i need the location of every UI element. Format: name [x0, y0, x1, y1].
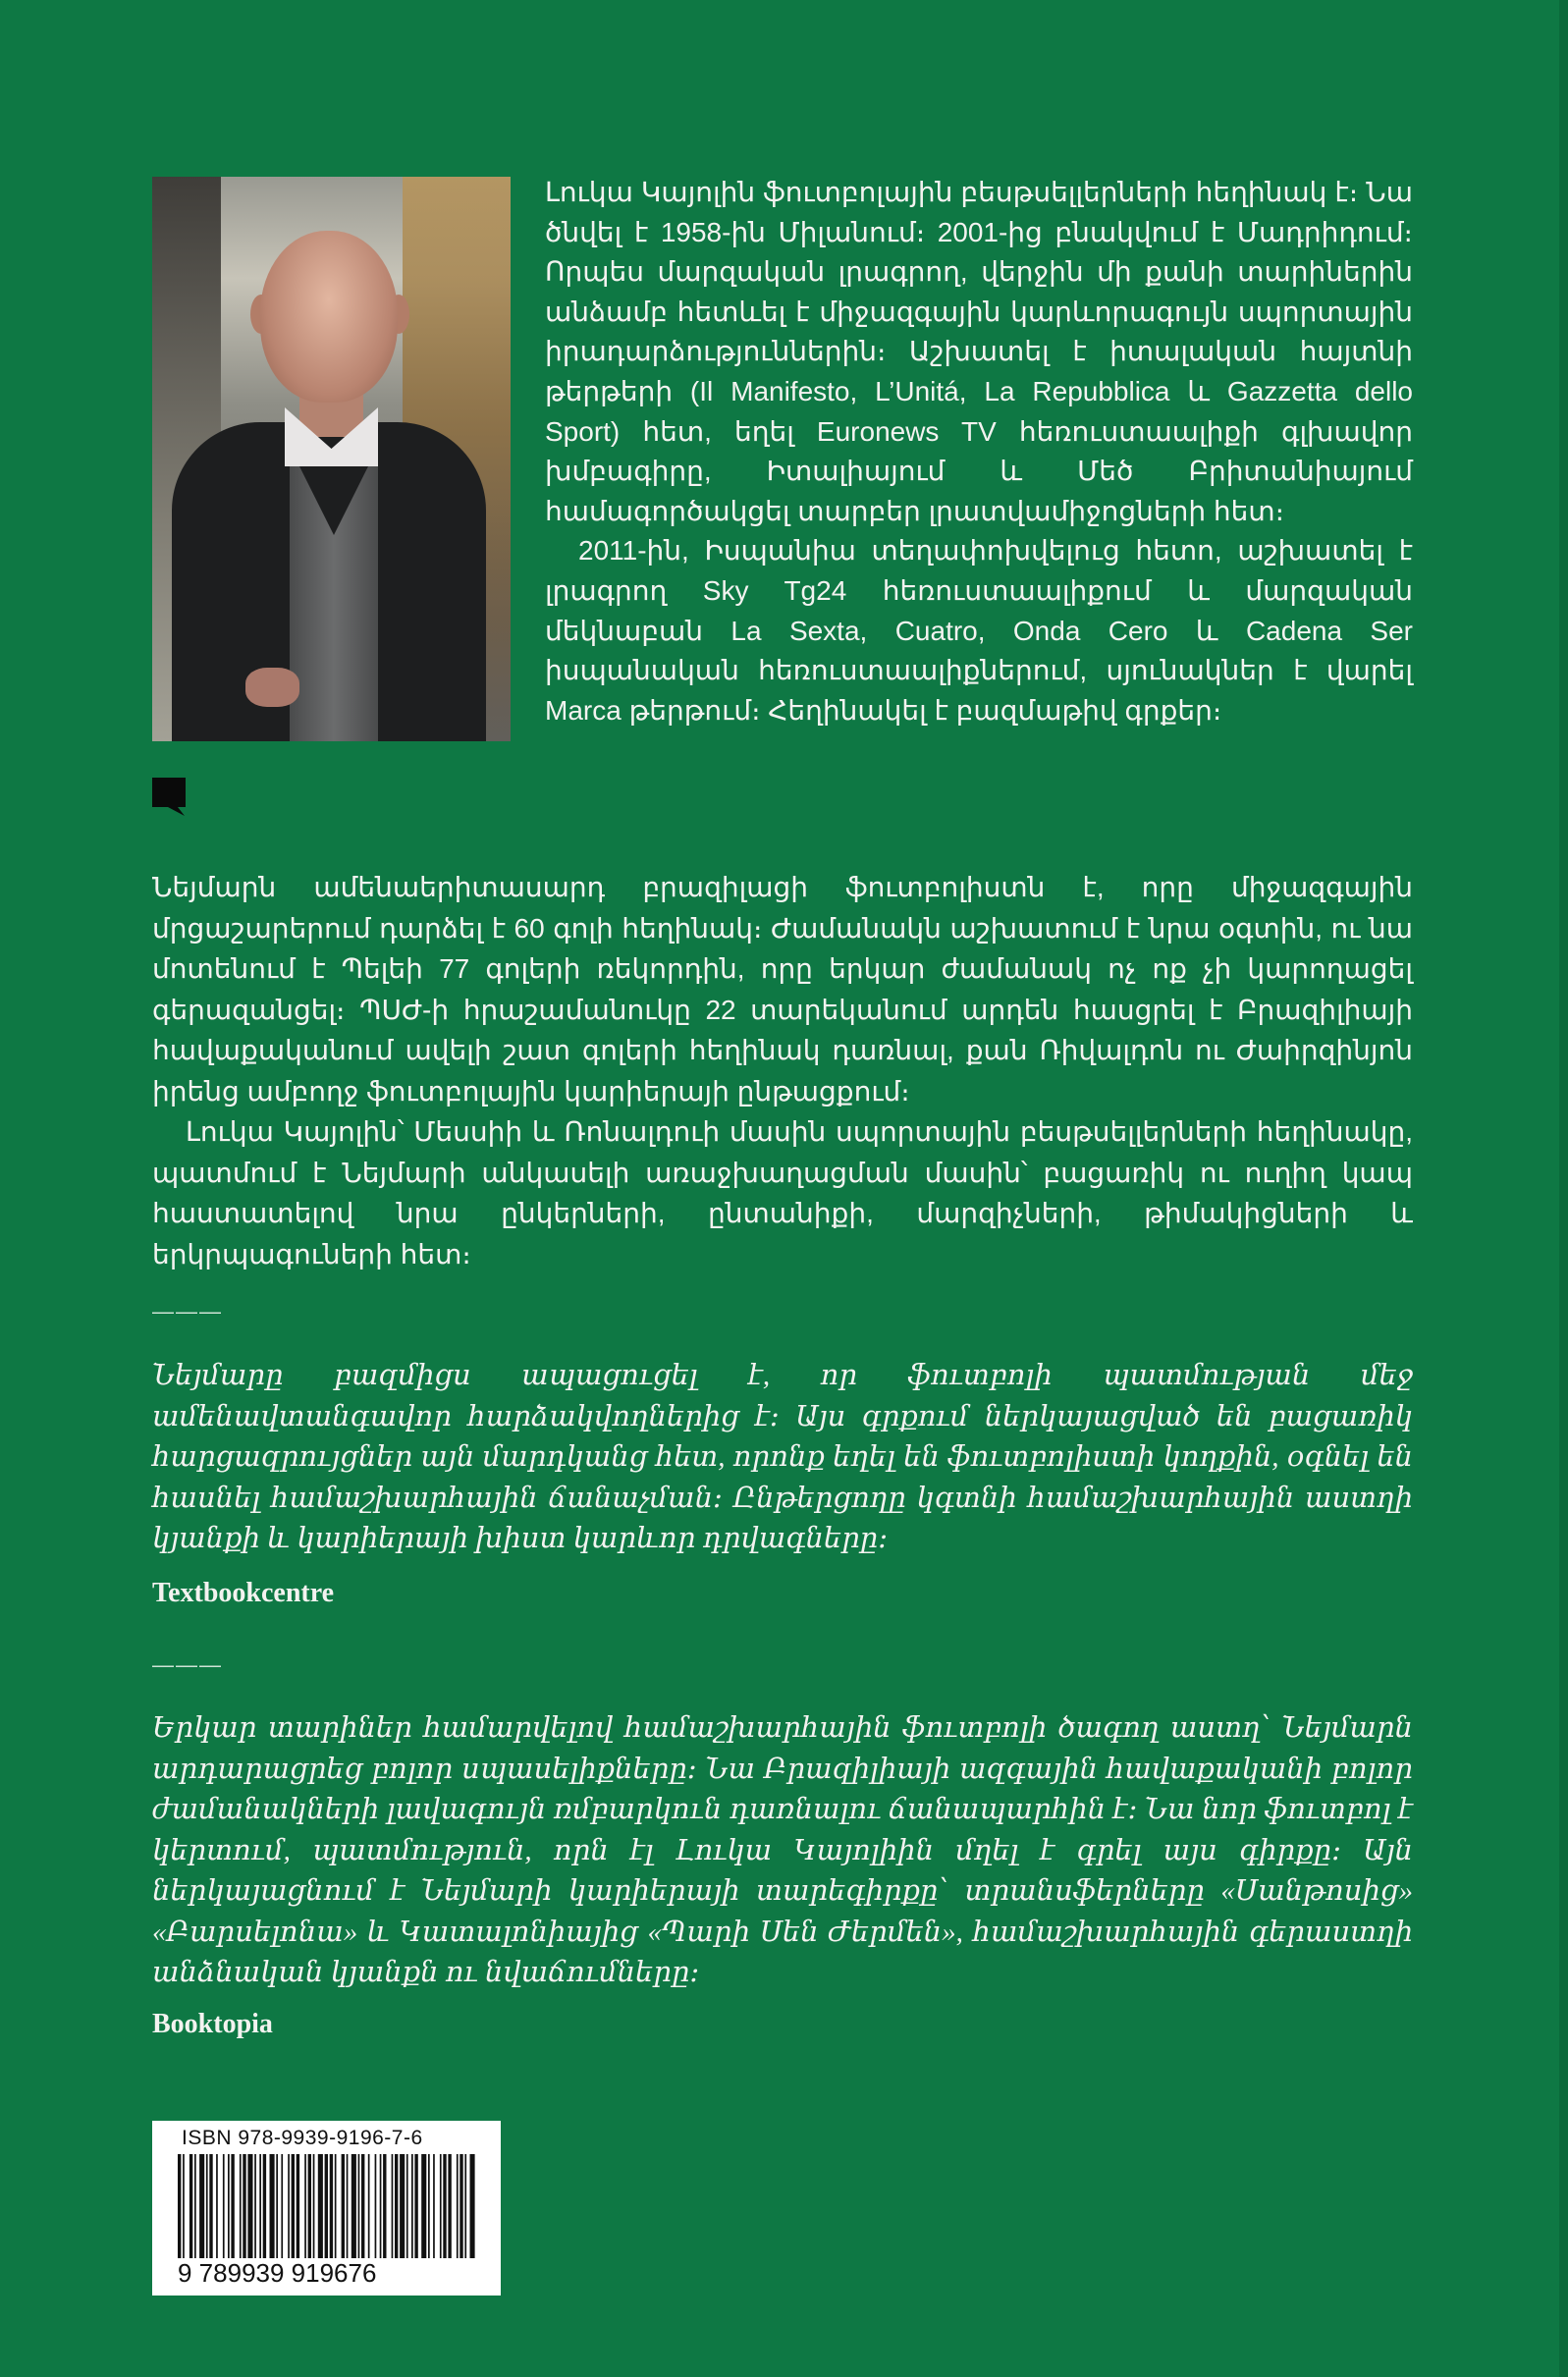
- barcode-bar: [325, 2154, 328, 2264]
- barcode-bar: [428, 2154, 430, 2264]
- barcode-bar: [206, 2154, 208, 2264]
- barcode-bar: [281, 2154, 283, 2264]
- barcode-bar: [383, 2154, 386, 2264]
- barcode-bar: [231, 2154, 234, 2264]
- barcode-bar: [183, 2154, 185, 2264]
- barcode-bar: [400, 2154, 405, 2264]
- barcode-bar: [395, 2154, 398, 2264]
- barcode-bar: [351, 2154, 356, 2264]
- book-description: [152, 867, 1413, 1274]
- barcode-bar: [216, 2154, 218, 2264]
- author-bio: [545, 173, 1413, 730]
- barcode-digits: 9 789939 919676: [176, 2258, 482, 2289]
- isbn-label: ISBN 978-9939-9196-7-6: [182, 2127, 423, 2149]
- barcode-bar: [223, 2154, 225, 2264]
- barcode-bar: [297, 2154, 299, 2264]
- barcode-bar: [443, 2154, 446, 2264]
- section-separator: ———: [152, 1299, 223, 1324]
- review-quote: Նեյմարը բազմիցս ապացուցել է, որ ֆուտբոլի պատմության մեջ ամենավտանգավոր հարձակվողներից է։ Այս գրքում ներկայացված են բացառիկ հարցազրույցներ այն մարդկանց հետ, որոնք եղել են ֆուտբոլիստի կողքին, օգնել են հասնել համաշխարհային ճանաչման։ Ընթերցողը կգտնի համաշխարհային աստղի կյանքի և կարիերայի խիստ կարևոր դրվագները։: [152, 1360, 1413, 1554]
- barcode-bar: [470, 2154, 475, 2264]
- barcode-bar: [347, 2154, 349, 2264]
- barcode-bar: [243, 2154, 245, 2264]
- barcode-bar: [228, 2154, 230, 2264]
- barcode-bar: [457, 2154, 459, 2264]
- review-source: Textbookcentre: [152, 1578, 335, 1608]
- barcode-bar: [254, 2154, 256, 2264]
- review-quote: Երկար տարիներ համարվելով համաշխարհային ֆուտբոլի ծագող աստղ՝ Նեյմարն արդարացրեց բոլոր սպասելիքները։ Նա Բրազիլիայի ազգային հավաքականի բոլոր ժամանակների լավագույն ռմբարկուն դառնալու ճանապարհին է։ Նա նոր ֆուտբոլ է կերտում, պատմություն, որն էլ Լուկա Կայոլիին մղել է գրել այս գիրքը։ Այն ներկայացնում է Նեյմարի կարիերայի տարեգիրքը՝ տրանսֆերները «Սանթոսից» «Բարսելոնա» և Կատալոնիայից «Պարի Սեն Ժերմեն», համաշխարհային գերաստղի անձնական կյանքն ու նվաճումները։: [152, 1712, 1413, 1988]
- barcode-bar: [247, 2154, 252, 2264]
- barcode-bar: [288, 2154, 290, 2264]
- barcode-bars: [176, 2154, 475, 2264]
- barcode-bar: [411, 2154, 413, 2264]
- barcode-bar: [308, 2154, 311, 2264]
- barcode-bar: [361, 2154, 364, 2264]
- barcode-bar: [313, 2154, 315, 2264]
- barcode-bar: [368, 2154, 370, 2264]
- barcode-bar: [358, 2154, 360, 2264]
- section-separator: ———: [152, 1652, 223, 1677]
- review-source: Booktopia: [152, 2009, 273, 2039]
- barcode-bar: [406, 2154, 408, 2264]
- barcode-bar: [199, 2154, 204, 2264]
- author-photo: [152, 177, 511, 741]
- barcode-bar: [178, 2154, 181, 2264]
- barcode-bar: [259, 2154, 261, 2264]
- barcode-bar: [342, 2154, 345, 2264]
- barcode-bar: [292, 2154, 295, 2264]
- barcode-bar: [263, 2154, 266, 2264]
- barcode-bar: [240, 2154, 242, 2264]
- barcode-bar: [421, 2154, 426, 2264]
- description-paragraph: Նեյմարն ամենաերիտասարդ բրազիլացի ֆուտբոլիստն է, որը միջազգային մրցաշարերում դարձել է 60 գոլի հեղինակ։ Ժամանակն աշխատում է նրա օգտին, ու նա մոտենում է Պելեի 77 գոլերի ռեկորդին, որը երկար ժամանակ ոչ ոք չի կարողացել գերազանցել։ ՊՍԺ-ի հրաշամանուկը 22 տարեկանում արդեն հասցրել է Բրազիլիայի հավաքականում ավելի շատ գոլերի հեղինակ դառնալ, քան Ռիվալդոն ու Ժաիրզինյոն իրենց ամբողջ ֆուտբոլային կարիերայի ընթացքում։: [152, 872, 1413, 1107]
- barcode-bar: [335, 2154, 337, 2264]
- barcode-bar: [460, 2154, 462, 2264]
- barcode-bar: [270, 2154, 275, 2264]
- speech-bubble-logo-icon: [152, 778, 188, 817]
- barcode-bar: [318, 2154, 323, 2264]
- barcode-bar: [209, 2154, 212, 2264]
- barcode-bar: [433, 2154, 435, 2264]
- barcode-bar: [392, 2154, 394, 2264]
- cover-edge: [1559, 0, 1568, 2377]
- isbn-barcode: [152, 2121, 501, 2296]
- barcode-bar: [448, 2154, 451, 2264]
- barcode-bar: [189, 2154, 192, 2264]
- barcode-bar: [380, 2154, 382, 2264]
- barcode-bar: [330, 2154, 333, 2264]
- barcode-bar: [414, 2154, 417, 2264]
- barcode-bar: [276, 2154, 278, 2264]
- barcode-bar: [375, 2154, 377, 2264]
- description-paragraph: Լուկա Կայոլին՝ Մեսսիի և Ռոնալդուի մասին սպորտային բեսթսելլերների հեղինակը, պատմում է Նեյմարի անկասելի առաջխաղացման մասին՝ բացառիկ ու ուղիղ կապ հաստատելով նրա ընկերների, ընտանիքի, մարզիչների, թիմակիցների և երկրպագուների հետ։: [152, 1116, 1413, 1270]
- barcode-bar: [440, 2154, 442, 2264]
- author-bio-paragraph: 2011-ին, Իսպանիա տեղափոխվելուց հետո, աշխատել է լրագրող Sky Tg24 հեռուստաալիքում և մարզական մեկնաբան La Sexta, Cuatro, Onda Cero և Cadena Ser իսպանական հեռուստաալիքներում, սյունակներ է վարել Marca թերթում։ Հեղինակել է բազմաթիվ գրքեր։: [545, 535, 1413, 726]
- barcode-bar: [194, 2154, 196, 2264]
- barcode-bar: [304, 2154, 306, 2264]
- author-bio-paragraph: Լուկա Կայոլին ֆուտբոլային բեսթսելլերների հեղինակ է։ Նա ծնվել է 1958-ին Միլանում։ 2001-ից բնակվում է Մադրիդում։ Որպես մարզական լրագրող, վերջին մի քանի տարիներին անձամբ հետևել է միջազգային կարևորագույն սպորտային իրադարձություններին։ Աշխատել է իտալական հայտնի թերթերի (Il Manifesto, L’Unitá, La Repubblica և Gazzetta dello Sport) հետ, եղել Euronews TV հեռուստաալիքի գլխավոր խմբագիրը, Իտալիայում և Մեծ Բրիտանիայում համագործակցել տարբեր լրատվամիջոցների հետ։: [545, 177, 1413, 526]
- barcode-bar: [464, 2154, 466, 2264]
